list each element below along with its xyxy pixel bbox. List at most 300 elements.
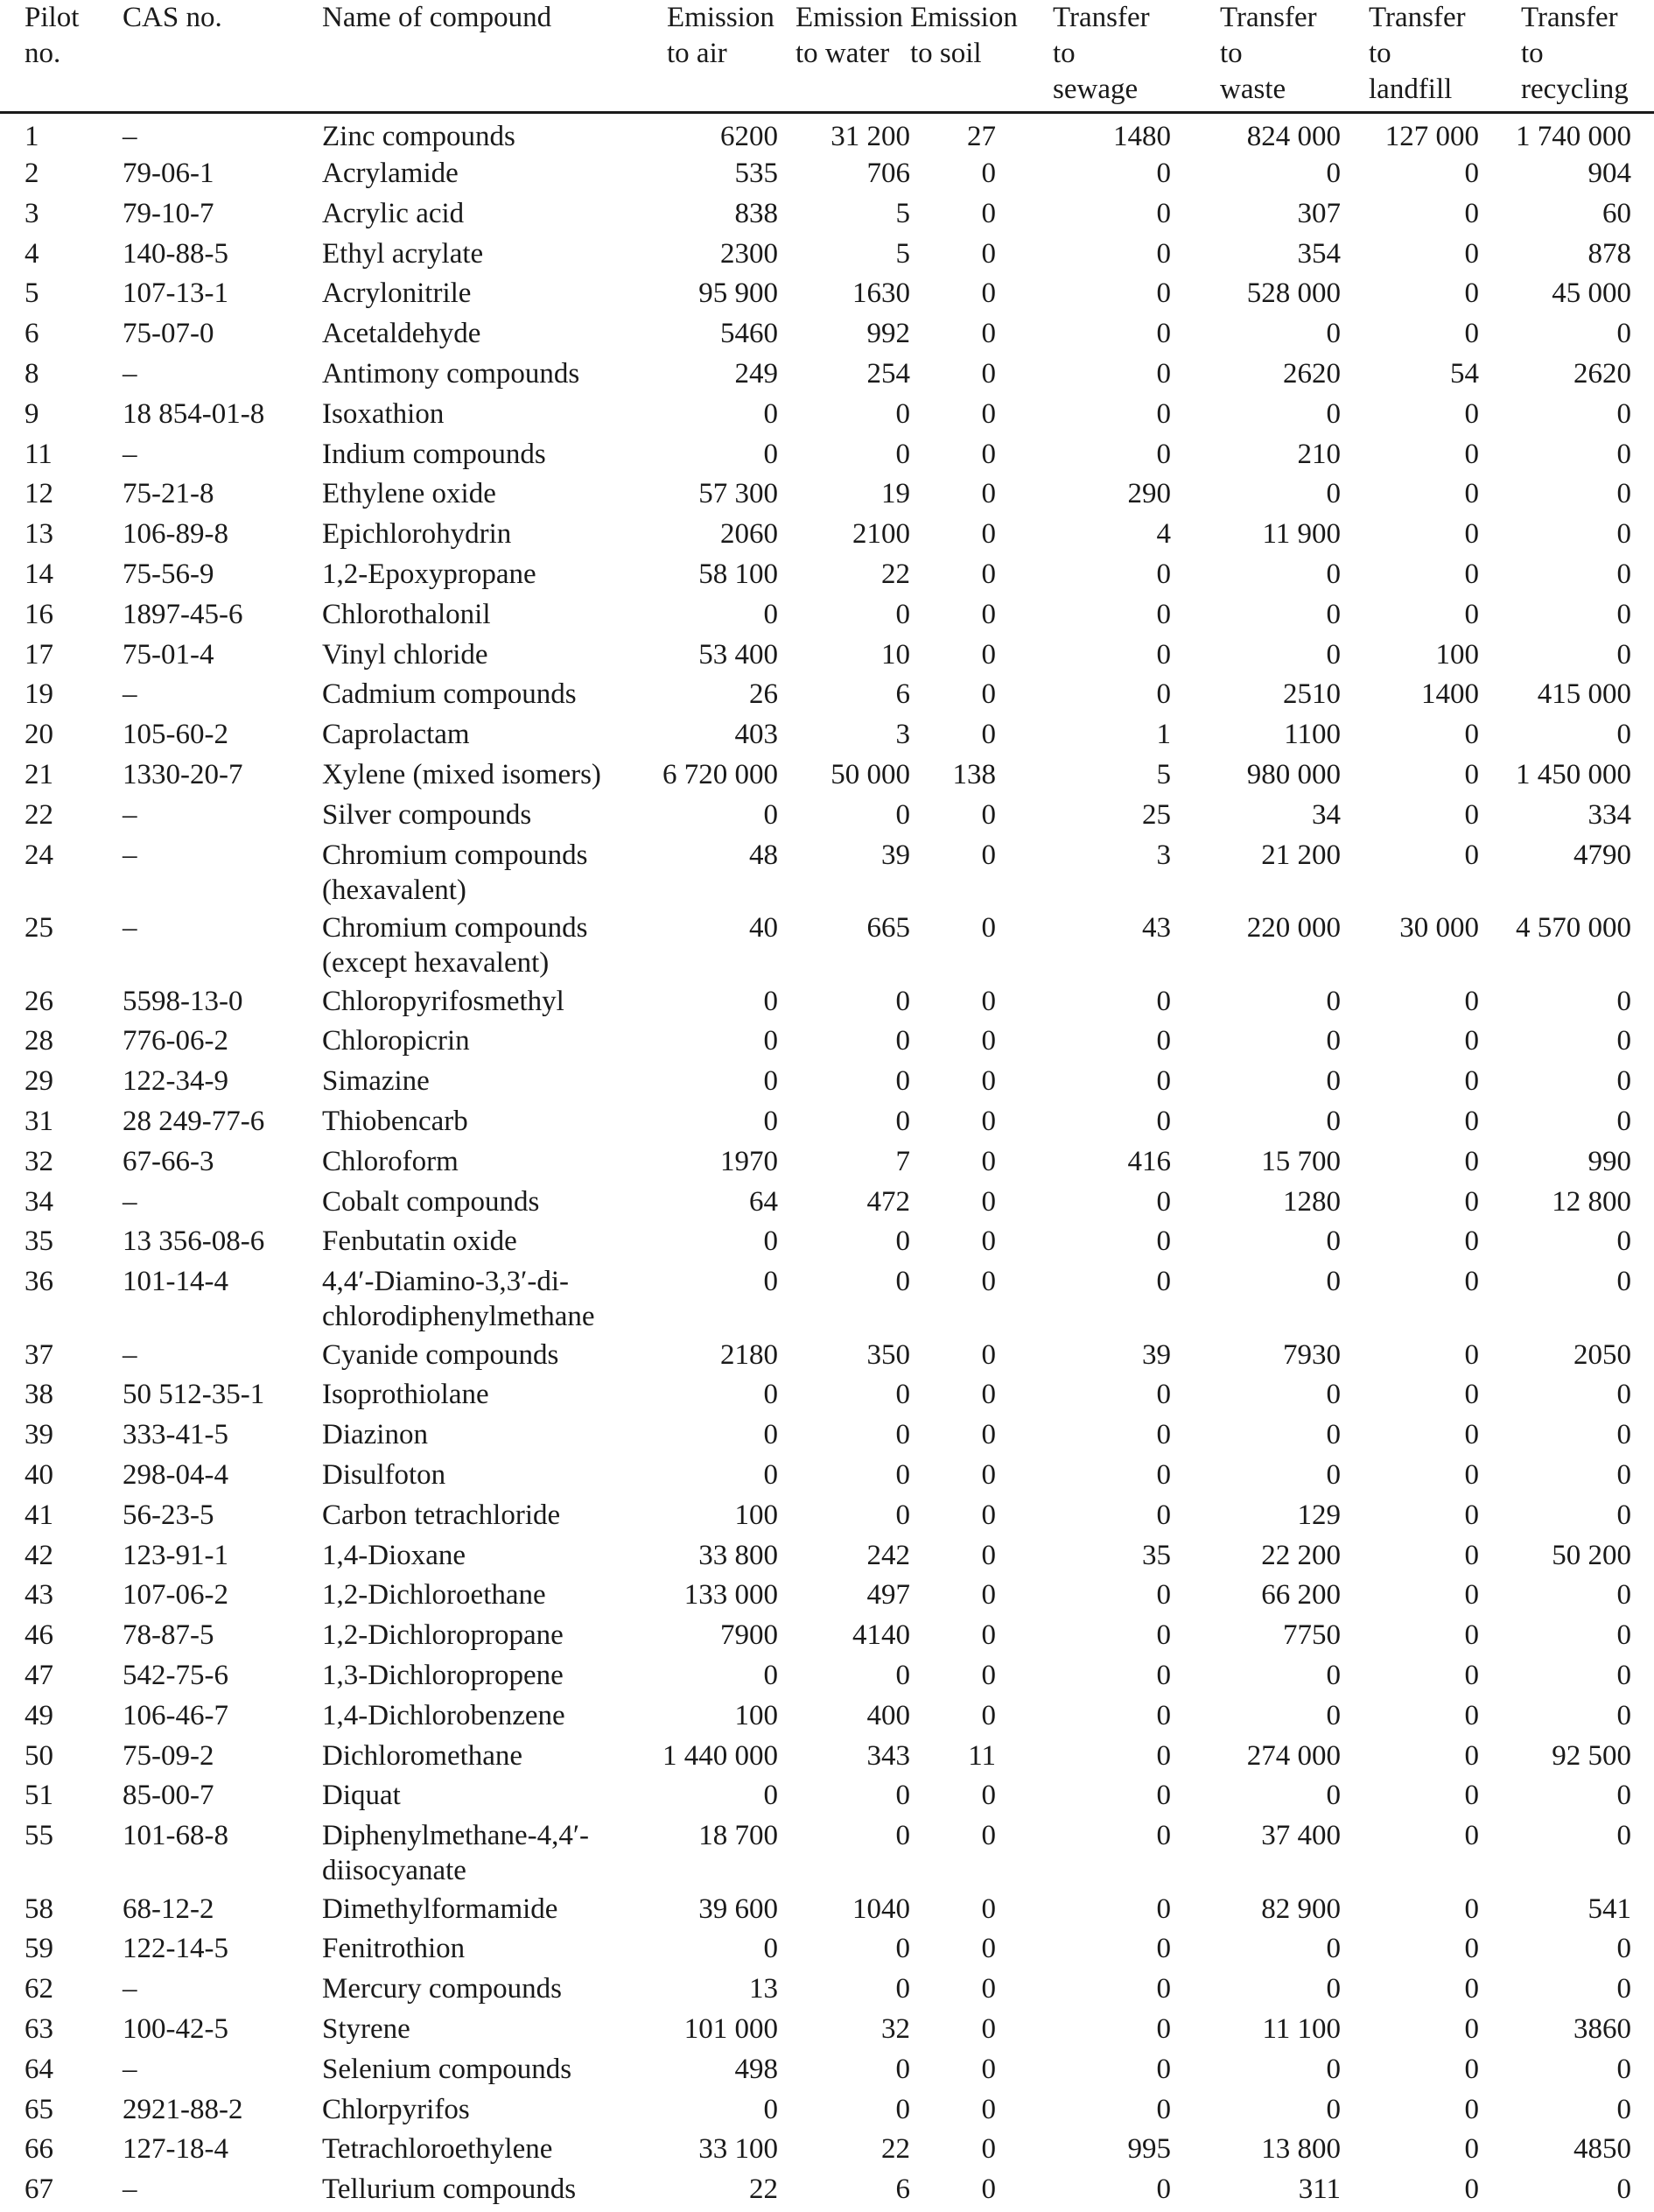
cell-transfer-landfill: 0 (1341, 1577, 1479, 1618)
cell-compound-name: Tetrachloroethylene (297, 2131, 641, 2172)
cell-compound-name: Dimethylformamide (297, 1892, 641, 1932)
cell-transfer-recycling: 0 (1479, 397, 1654, 437)
cell-emission-soil: 0 (910, 1538, 996, 1578)
cell-emission-air: 33 800 (641, 1538, 778, 1578)
cell-transfer-recycling: 1 740 000 (1479, 113, 1654, 157)
cell-compound-name: Fenbutatin oxide (297, 1224, 641, 1264)
cell-transfer-recycling: 0 (1479, 1931, 1654, 1971)
cell-compound-name: Chromium compounds (except hexavalent) (297, 910, 641, 984)
cell-emission-soil: 0 (910, 838, 996, 911)
cell-emission-soil: 11 (910, 1738, 996, 1779)
cell-emission-air: 0 (641, 1658, 778, 1698)
cell-transfer-landfill: 0 (1341, 557, 1479, 597)
cell-compound-name: Ethylene oxide (297, 476, 641, 516)
cell-cas-no: 75-56-9 (96, 557, 297, 597)
cell-transfer-recycling: 0 (1479, 597, 1654, 637)
cell-compound-name: 1,2-Dichloroethane (297, 1577, 641, 1618)
cell-transfer-sewage: 0 (996, 2052, 1171, 2092)
cell-transfer-waste: 0 (1171, 1224, 1341, 1264)
cell-transfer-landfill: 54 (1341, 356, 1479, 397)
cell-emission-soil: 0 (910, 1023, 996, 1064)
cell-emission-soil: 0 (910, 717, 996, 757)
cell-cas-no: 1330-20-7 (96, 757, 297, 797)
cell-transfer-waste: 0 (1171, 1417, 1341, 1457)
cell-emission-air: 5460 (641, 316, 778, 356)
table-row (0, 1658, 1654, 1698)
cell-transfer-recycling: 0 (1479, 2092, 1654, 2132)
cell-emission-air: 0 (641, 1224, 778, 1264)
cell-transfer-landfill: 0 (1341, 1104, 1479, 1144)
cell-pilot-no: 49 (0, 1698, 96, 1738)
cell-transfer-recycling: 0 (1479, 1498, 1654, 1538)
cell-transfer-sewage: 0 (996, 1971, 1171, 2012)
cell-cas-no: 50 512-35-1 (96, 1377, 297, 1417)
cell-emission-air: 0 (641, 437, 778, 477)
cell-transfer-landfill: 0 (1341, 1538, 1479, 1578)
cell-emission-soil: 0 (910, 1224, 996, 1264)
cell-transfer-sewage: 416 (996, 1144, 1171, 1184)
cell-compound-name: Diazinon (297, 1417, 641, 1457)
cell-transfer-sewage: 0 (996, 1818, 1171, 1892)
cell-transfer-sewage: 0 (996, 356, 1171, 397)
cell-emission-soil: 0 (910, 1577, 996, 1618)
cell-transfer-landfill: 0 (1341, 597, 1479, 637)
table-row (0, 1457, 1654, 1498)
table-row (0, 1818, 1654, 1892)
cell-emission-soil: 0 (910, 637, 996, 678)
cell-transfer-recycling: 2620 (1479, 356, 1654, 397)
cell-emission-air: 0 (641, 2092, 778, 2132)
cell-pilot-no: 65 (0, 2092, 96, 2132)
table-row (0, 1377, 1654, 1417)
cell-emission-air: 58 100 (641, 557, 778, 597)
cell-compound-name: Zinc compounds (297, 113, 641, 157)
cell-emission-water: 2100 (778, 516, 910, 557)
cell-transfer-landfill: 0 (1341, 1931, 1479, 1971)
cell-transfer-sewage: 0 (996, 397, 1171, 437)
cell-transfer-waste: 0 (1171, 1931, 1341, 1971)
cell-transfer-sewage: 0 (996, 1264, 1171, 1338)
table-row (0, 236, 1654, 277)
table-row (0, 1417, 1654, 1457)
cell-transfer-sewage: 3 (996, 838, 1171, 911)
cell-compound-name: 1,4-Dichlorobenzene (297, 1698, 641, 1738)
cell-transfer-recycling: 92 500 (1479, 1738, 1654, 1779)
cell-emission-water: 0 (778, 1971, 910, 2012)
cell-pilot-no: 41 (0, 1498, 96, 1538)
cell-transfer-waste: 824 000 (1171, 113, 1341, 157)
cell-compound-name: Indium compounds (297, 437, 641, 477)
cell-pilot-no: 3 (0, 196, 96, 236)
cell-cas-no: 2921-88-2 (96, 2092, 297, 2132)
cell-transfer-recycling: 0 (1479, 1264, 1654, 1338)
cell-cas-no: 107-13-1 (96, 276, 297, 316)
cell-compound-name: Antimony compounds (297, 356, 641, 397)
cell-transfer-sewage: 43 (996, 910, 1171, 984)
cell-cas-no: 106-46-7 (96, 1698, 297, 1738)
cell-emission-soil: 0 (910, 1457, 996, 1498)
header-line: Transfer (1220, 2, 1317, 33)
cell-transfer-sewage: 0 (996, 1577, 1171, 1618)
cell-pilot-no: 8 (0, 356, 96, 397)
cell-transfer-landfill: 0 (1341, 1144, 1479, 1184)
cell-transfer-recycling: 0 (1479, 1224, 1654, 1264)
cell-emission-water: 0 (778, 1377, 910, 1417)
cell-emission-soil: 0 (910, 1818, 996, 1892)
cell-transfer-sewage: 0 (996, 2092, 1171, 2132)
cell-emission-air: 33 100 (641, 2131, 778, 2172)
header-transfer-recycling (1479, 0, 1654, 113)
cell-emission-air: 95 900 (641, 276, 778, 316)
cell-transfer-sewage: 0 (996, 984, 1171, 1024)
cell-emission-water: 31 200 (778, 113, 910, 157)
header-line: Emission (667, 2, 774, 33)
cell-pilot-no: 1 (0, 113, 96, 157)
table-row (0, 1698, 1654, 1738)
cell-compound-name: Chloropicrin (297, 1023, 641, 1064)
cell-transfer-waste: 7750 (1171, 1618, 1341, 1658)
cell-cas-no: 13 356-08-6 (96, 1224, 297, 1264)
cell-emission-soil: 0 (910, 597, 996, 637)
cell-transfer-recycling: 0 (1479, 1618, 1654, 1658)
cell-emission-water: 7 (778, 1144, 910, 1184)
cell-cas-no: 298-04-4 (96, 1457, 297, 1498)
cell-pilot-no: 55 (0, 1818, 96, 1892)
table-row (0, 2092, 1654, 2132)
cell-compound-name: Acetaldehyde (297, 316, 641, 356)
cell-compound-name: 1,3-Dichloropropene (297, 1658, 641, 1698)
cell-compound-name: Isoxathion (297, 397, 641, 437)
cell-transfer-sewage: 5 (996, 757, 1171, 797)
table-row (0, 1618, 1654, 1658)
cell-pilot-no: 6 (0, 316, 96, 356)
cell-emission-air: 39 600 (641, 1892, 778, 1932)
cell-pilot-no: 42 (0, 1538, 96, 1578)
cell-emission-air: 13 (641, 1971, 778, 2012)
cell-transfer-recycling: 0 (1479, 1818, 1654, 1892)
cell-transfer-sewage: 0 (996, 1658, 1171, 1698)
cell-emission-air: 2060 (641, 516, 778, 557)
cell-emission-soil: 0 (910, 1931, 996, 1971)
table-row (0, 637, 1654, 678)
cell-cas-no: – (96, 910, 297, 984)
cell-pilot-no: 67 (0, 2172, 96, 2212)
header-line: landfill (1369, 74, 1452, 105)
cell-pilot-no: 17 (0, 637, 96, 678)
cell-emission-soil: 0 (910, 1778, 996, 1818)
table-row (0, 677, 1654, 717)
cell-transfer-waste: 2510 (1171, 677, 1341, 717)
table-row (0, 1224, 1654, 1264)
cell-transfer-waste: 34 (1171, 797, 1341, 838)
header-line: Transfer (1521, 2, 1618, 33)
cell-transfer-waste: 220 000 (1171, 910, 1341, 984)
cell-transfer-sewage: 0 (996, 637, 1171, 678)
cell-transfer-waste: 22 200 (1171, 1538, 1341, 1578)
cell-emission-soil: 0 (910, 1184, 996, 1225)
cell-transfer-sewage: 0 (996, 677, 1171, 717)
header-line: Pilot (25, 2, 79, 33)
cell-pilot-no: 12 (0, 476, 96, 516)
cell-compound-name: Acrylamide (297, 156, 641, 196)
header-line: to air (667, 38, 727, 69)
table-row (0, 2052, 1654, 2092)
cell-emission-air: 249 (641, 356, 778, 397)
cell-transfer-waste: 980 000 (1171, 757, 1341, 797)
cell-emission-air: 7900 (641, 1618, 778, 1658)
cell-emission-soil: 0 (910, 2131, 996, 2172)
cell-cas-no: 75-01-4 (96, 637, 297, 678)
cell-transfer-recycling: 0 (1479, 1778, 1654, 1818)
cell-emission-water: 0 (778, 1064, 910, 1104)
cell-transfer-waste: 7930 (1171, 1338, 1341, 1378)
table-row (0, 1892, 1654, 1932)
cell-transfer-recycling: 0 (1479, 476, 1654, 516)
cell-pilot-no: 13 (0, 516, 96, 557)
cell-transfer-landfill: 0 (1341, 516, 1479, 557)
cell-emission-water: 254 (778, 356, 910, 397)
cell-transfer-landfill: 1400 (1341, 677, 1479, 717)
table-row (0, 1184, 1654, 1225)
cell-emission-water: 242 (778, 1538, 910, 1578)
cell-emission-water: 32 (778, 2012, 910, 2052)
cell-transfer-waste: 0 (1171, 2092, 1341, 2132)
cell-transfer-waste: 0 (1171, 637, 1341, 678)
cell-emission-air: 22 (641, 2172, 778, 2212)
cell-cas-no: 122-34-9 (96, 1064, 297, 1104)
cell-compound-name: Simazine (297, 1064, 641, 1104)
cell-cas-no: 1897-45-6 (96, 597, 297, 637)
cell-transfer-waste: 0 (1171, 2052, 1341, 2092)
cell-transfer-recycling: 415 000 (1479, 677, 1654, 717)
cell-transfer-sewage: 0 (996, 1457, 1171, 1498)
header-line: to (1053, 38, 1076, 69)
cell-pilot-no: 51 (0, 1778, 96, 1818)
cell-compound-name: Caprolactam (297, 717, 641, 757)
cell-cas-no: – (96, 797, 297, 838)
cell-emission-water: 0 (778, 2052, 910, 2092)
cell-transfer-sewage: 0 (996, 1023, 1171, 1064)
cell-cas-no: 18 854-01-8 (96, 397, 297, 437)
cell-transfer-recycling: 0 (1479, 316, 1654, 356)
cell-pilot-no: 40 (0, 1457, 96, 1498)
table-row (0, 397, 1654, 437)
cell-emission-air: 0 (641, 1264, 778, 1338)
cell-compound-name: Chromium compounds (hexavalent) (297, 838, 641, 911)
cell-emission-water: 472 (778, 1184, 910, 1225)
table-row (0, 276, 1654, 316)
cell-emission-water: 0 (778, 1498, 910, 1538)
cell-transfer-landfill: 0 (1341, 437, 1479, 477)
cell-compound-name: Tellurium compounds (297, 2172, 641, 2212)
cell-emission-water: 350 (778, 1338, 910, 1378)
table-row (0, 1264, 1654, 1338)
cell-pilot-no: 5 (0, 276, 96, 316)
cell-pilot-no: 20 (0, 717, 96, 757)
cell-transfer-waste: 0 (1171, 1971, 1341, 2012)
cell-compound-name: 4,4′-Diamino-3,3′-di-chlorodiphenylmethane (297, 1264, 641, 1338)
cell-compound-name: Diquat (297, 1778, 641, 1818)
cell-cas-no: – (96, 2172, 297, 2212)
cell-emission-soil: 0 (910, 677, 996, 717)
cell-emission-air: 6 720 000 (641, 757, 778, 797)
cell-emission-soil: 0 (910, 1892, 996, 1932)
cell-pilot-no: 21 (0, 757, 96, 797)
cell-transfer-sewage: 0 (996, 1064, 1171, 1104)
cell-cas-no: – (96, 437, 297, 477)
cell-compound-name: 1,2-Epoxypropane (297, 557, 641, 597)
cell-transfer-waste: 0 (1171, 984, 1341, 1024)
cell-transfer-recycling: 0 (1479, 2172, 1654, 2212)
cell-transfer-sewage: 1 (996, 717, 1171, 757)
cell-pilot-no: 14 (0, 557, 96, 597)
cell-transfer-recycling: 0 (1479, 717, 1654, 757)
cell-transfer-sewage: 0 (996, 2172, 1171, 2212)
cell-transfer-sewage: 0 (996, 2012, 1171, 2052)
cell-emission-soil: 0 (910, 397, 996, 437)
cell-transfer-waste: 307 (1171, 196, 1341, 236)
cell-emission-water: 10 (778, 637, 910, 678)
cell-pilot-no: 63 (0, 2012, 96, 2052)
cell-emission-air: 0 (641, 797, 778, 838)
table-row (0, 476, 1654, 516)
cell-emission-soil: 0 (910, 1104, 996, 1144)
cell-emission-soil: 0 (910, 2172, 996, 2212)
cell-transfer-waste: 0 (1171, 1778, 1341, 1818)
cell-cas-no: 5598-13-0 (96, 984, 297, 1024)
cell-transfer-sewage: 0 (996, 1738, 1171, 1779)
cell-emission-water: 4140 (778, 1618, 910, 1658)
cell-pilot-no: 66 (0, 2131, 96, 2172)
cell-emission-water: 706 (778, 156, 910, 196)
table-row (0, 910, 1654, 984)
cell-transfer-landfill: 0 (1341, 2092, 1479, 2132)
cell-transfer-recycling: 12 800 (1479, 1184, 1654, 1225)
cell-transfer-recycling: 0 (1479, 516, 1654, 557)
cell-compound-name: Silver compounds (297, 797, 641, 838)
table-row (0, 2012, 1654, 2052)
cell-transfer-recycling: 0 (1479, 1457, 1654, 1498)
cell-cas-no: 75-09-2 (96, 1738, 297, 1779)
cell-emission-air: 403 (641, 717, 778, 757)
cell-transfer-sewage: 0 (996, 1892, 1171, 1932)
cell-transfer-landfill: 0 (1341, 2052, 1479, 2092)
cell-emission-water: 5 (778, 236, 910, 277)
cell-cas-no: 75-21-8 (96, 476, 297, 516)
cell-cas-no: – (96, 113, 297, 157)
cell-transfer-sewage: 4 (996, 516, 1171, 557)
cell-emission-water: 0 (778, 397, 910, 437)
cell-emission-air: 1 440 000 (641, 1738, 778, 1779)
cell-cas-no: 122-14-5 (96, 1931, 297, 1971)
cell-transfer-landfill: 0 (1341, 276, 1479, 316)
cell-transfer-waste: 82 900 (1171, 1892, 1341, 1932)
cell-emission-air: 0 (641, 1457, 778, 1498)
cell-pilot-no: 32 (0, 1144, 96, 1184)
cell-transfer-recycling: 990 (1479, 1144, 1654, 1184)
cell-emission-air: 133 000 (641, 1577, 778, 1618)
cell-emission-air: 6200 (641, 113, 778, 157)
cell-emission-water: 39 (778, 838, 910, 911)
cell-transfer-sewage: 995 (996, 2131, 1171, 2172)
table-body (0, 113, 1654, 2212)
cell-transfer-landfill: 0 (1341, 1417, 1479, 1457)
table-row (0, 557, 1654, 597)
cell-transfer-recycling: 0 (1479, 2052, 1654, 2092)
cell-emission-air: 40 (641, 910, 778, 984)
cell-pilot-no: 36 (0, 1264, 96, 1338)
cell-cas-no: 101-14-4 (96, 1264, 297, 1338)
cell-transfer-waste: 0 (1171, 1104, 1341, 1144)
cell-emission-water: 0 (778, 597, 910, 637)
cell-transfer-landfill: 0 (1341, 476, 1479, 516)
cell-cas-no: – (96, 838, 297, 911)
cell-transfer-recycling: 60 (1479, 196, 1654, 236)
cell-compound-name: Vinyl chloride (297, 637, 641, 678)
cell-pilot-no: 39 (0, 1417, 96, 1457)
cell-emission-water: 6 (778, 2172, 910, 2212)
cell-transfer-sewage: 0 (996, 1618, 1171, 1658)
cell-emission-air: 498 (641, 2052, 778, 2092)
cell-transfer-waste: 528 000 (1171, 276, 1341, 316)
cell-transfer-landfill: 0 (1341, 1818, 1479, 1892)
cell-pilot-no: 64 (0, 2052, 96, 2092)
cell-transfer-sewage: 0 (996, 437, 1171, 477)
cell-emission-water: 22 (778, 557, 910, 597)
cell-transfer-sewage: 0 (996, 597, 1171, 637)
cell-emission-water: 0 (778, 1658, 910, 1698)
cell-emission-air: 0 (641, 1778, 778, 1818)
cell-transfer-waste: 0 (1171, 1023, 1341, 1064)
table-row (0, 597, 1654, 637)
cell-compound-name: Xylene (mixed isomers) (297, 757, 641, 797)
cell-transfer-landfill: 0 (1341, 1457, 1479, 1498)
cell-pilot-no: 22 (0, 797, 96, 838)
cell-pilot-no: 58 (0, 1892, 96, 1932)
table-row (0, 2131, 1654, 2172)
cell-emission-air: 0 (641, 1377, 778, 1417)
cell-transfer-recycling: 0 (1479, 1971, 1654, 2012)
cell-transfer-landfill: 0 (1341, 757, 1479, 797)
cell-cas-no: 140-88-5 (96, 236, 297, 277)
cell-pilot-no: 24 (0, 838, 96, 911)
cell-emission-water: 0 (778, 797, 910, 838)
cell-emission-water: 0 (778, 1417, 910, 1457)
cell-transfer-sewage: 35 (996, 1538, 1171, 1578)
header-compound-name (297, 0, 641, 113)
cell-emission-water: 497 (778, 1577, 910, 1618)
cell-compound-name: Diphenylmethane-4,4′-diisocyanate (297, 1818, 641, 1892)
header-line: to (1521, 38, 1544, 69)
cell-transfer-landfill: 30 000 (1341, 910, 1479, 984)
cell-transfer-waste: 66 200 (1171, 1577, 1341, 1618)
cell-emission-soil: 0 (910, 984, 996, 1024)
cell-transfer-recycling: 2050 (1479, 1338, 1654, 1378)
cell-pilot-no: 28 (0, 1023, 96, 1064)
header-transfer-waste (1171, 0, 1341, 113)
cell-transfer-recycling: 3860 (1479, 2012, 1654, 2052)
cell-transfer-landfill: 0 (1341, 1264, 1479, 1338)
header-line: Emission (910, 2, 1018, 33)
cell-pilot-no: 11 (0, 437, 96, 477)
cell-emission-soil: 0 (910, 1618, 996, 1658)
cell-emission-soil: 0 (910, 236, 996, 277)
cell-cas-no: 107-06-2 (96, 1577, 297, 1618)
table-row (0, 437, 1654, 477)
table-row (0, 1144, 1654, 1184)
table-row (0, 356, 1654, 397)
cell-emission-air: 0 (641, 984, 778, 1024)
